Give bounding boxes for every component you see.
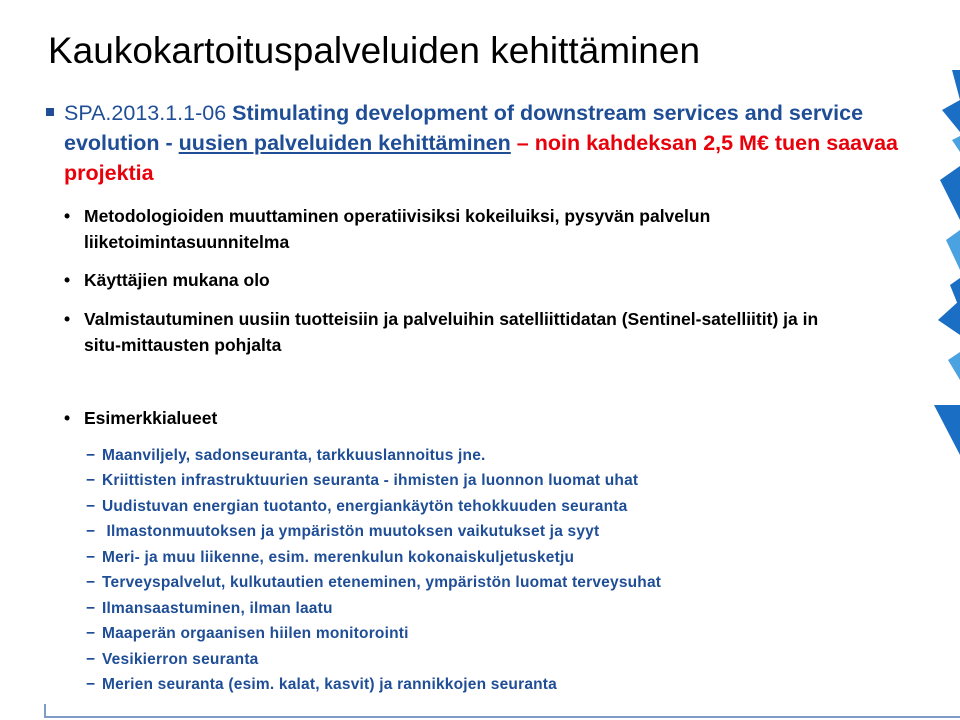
- decorative-stripes-graphic: [930, 70, 960, 470]
- call-funding-note: – noin kahdeksan 2,5 M€ tuen saavaa projektia: [64, 131, 898, 185]
- example-item: [86, 573, 866, 593]
- example-text: Ilmansaastuminen, ilman laatu: [102, 600, 333, 617]
- bullet-text: Käyttäjien mukana olo: [84, 270, 270, 290]
- example-text: Uudistuvan energian tuotanto, energiankäytön tehokkuuden seuranta: [102, 498, 628, 515]
- bullet-text: Valmistautuminen uusiin tuotteisiin ja palveluihin satelliittidatan (Sentinel-satelliitit) ja in situ-mittausten pohjalta: [84, 309, 819, 355]
- example-text: Maaperän orgaanisen hiilen monitorointi: [102, 625, 409, 642]
- bullet-dot-icon: •: [64, 270, 71, 290]
- dash-icon: −: [86, 472, 96, 489]
- square-bullet-icon: [46, 108, 54, 116]
- example-text: Merien seuranta (esim. kalat, kasvit) ja rannikkojen seuranta: [102, 676, 557, 693]
- dash-icon: −: [86, 574, 96, 591]
- call-code: SPA.2013.1.1-06: [64, 101, 227, 125]
- example-item: [86, 599, 866, 619]
- example-item: [86, 522, 866, 542]
- example-item: [86, 624, 866, 644]
- bullet-dot-icon: •: [64, 206, 71, 226]
- example-text: Maanviljely, sadonseuranta, tarkkuuslannoitus jne.: [102, 447, 486, 464]
- dash-icon: −: [86, 600, 96, 617]
- dash-icon: −: [86, 549, 96, 566]
- bullet-item: [64, 405, 854, 431]
- bullet-item: [64, 306, 854, 358]
- example-item: [86, 497, 866, 517]
- example-text: Meri- ja muu liikenne, esim. merenkulun kokonaiskuljetusketju: [102, 549, 575, 566]
- example-item: [86, 548, 866, 568]
- example-item: [86, 675, 866, 695]
- dash-icon: −: [86, 625, 96, 642]
- example-text: Terveyspalvelut, kulkutautien eteneminen, ympäristön luomat terveysuhat: [102, 574, 662, 591]
- example-text: Vesikierron seuranta: [102, 651, 259, 668]
- main-bullet-text: [64, 98, 906, 188]
- example-item: [86, 650, 866, 670]
- slide-title: Kaukokartoituspalveluiden kehittäminen: [48, 30, 701, 71]
- example-text: Kriittisten infrastruktuurien seuranta - ihmisten ja luonnon luomat uhat: [102, 472, 639, 489]
- example-item: [86, 471, 866, 491]
- bullet-item: [64, 267, 854, 293]
- dash-icon: −: [86, 447, 96, 464]
- dash-icon: −: [86, 523, 96, 540]
- bullet-text: Metodologioiden muuttaminen operatiivisiksi kokeiluiksi, pysyvän palvelun liiketoimintasuunnitelma: [84, 206, 711, 252]
- footer-line: [44, 716, 960, 718]
- bullet-item: [64, 203, 854, 255]
- bullet-text: Esimerkkialueet: [84, 408, 218, 428]
- dash-icon: −: [86, 651, 96, 668]
- example-text: Ilmastonmuutoksen ja ympäristön muutoksen vaikutukset ja syyt: [102, 523, 600, 540]
- dash-icon: −: [86, 498, 96, 515]
- bullet-dot-icon: •: [64, 408, 71, 428]
- call-subtitle-underlined: uusien palveluiden kehittäminen: [178, 131, 511, 155]
- example-item: [86, 446, 866, 466]
- call-title: Stimulating development of downstream services and service evolution -: [64, 101, 864, 155]
- bullet-dot-icon: •: [64, 309, 71, 329]
- main-bullet: [46, 98, 906, 188]
- dash-icon: −: [86, 676, 96, 693]
